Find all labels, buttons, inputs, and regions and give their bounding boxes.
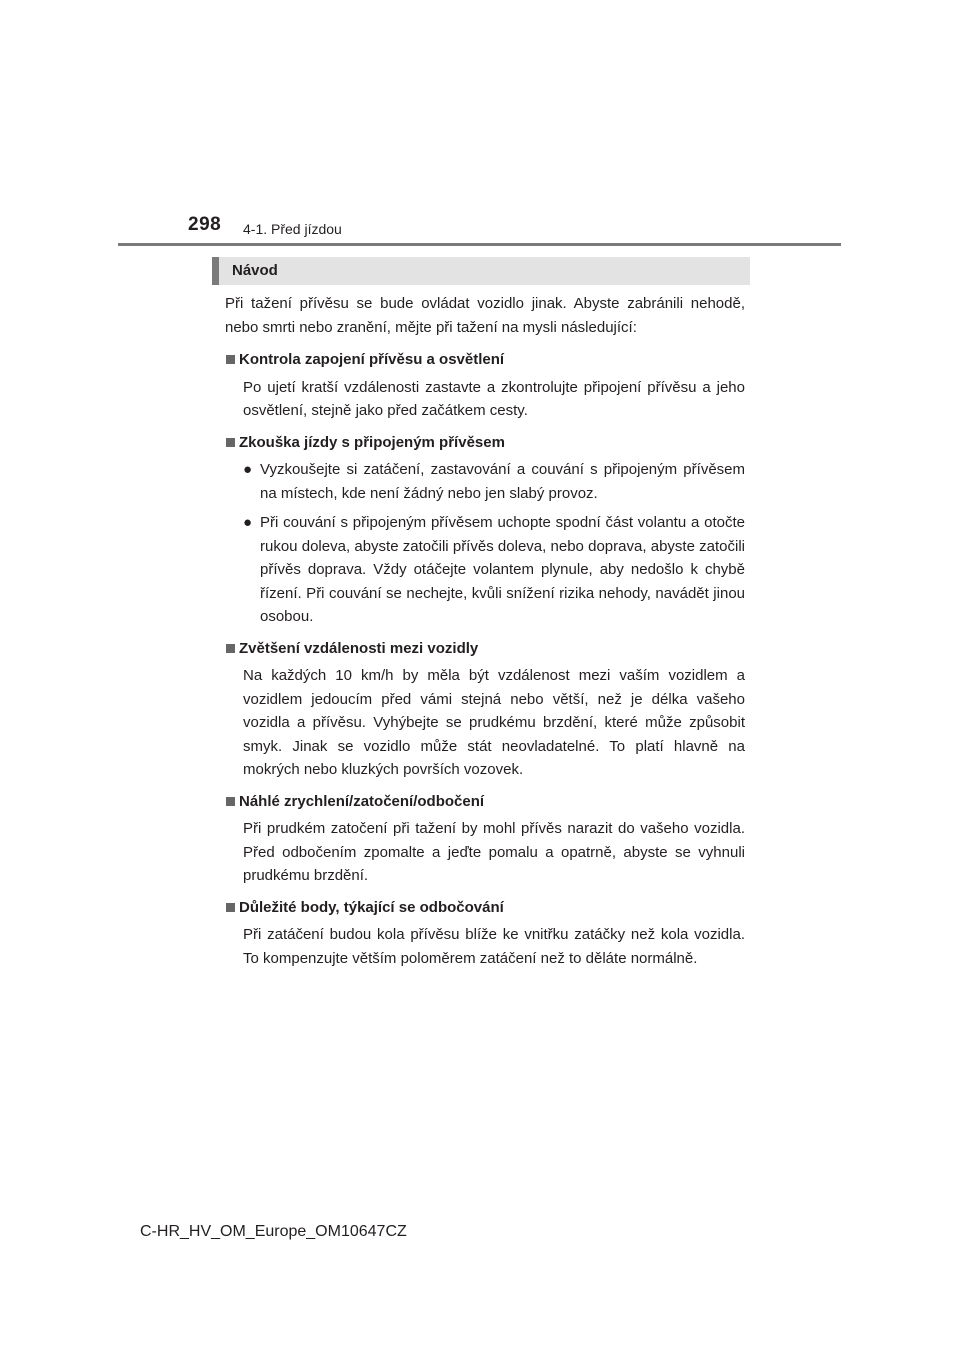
list-item: [225, 790, 745, 888]
item-heading-text: Kontrola zapojení přívěsu a osvětlení: [239, 351, 505, 368]
list-item: [225, 637, 745, 782]
list-item: [225, 431, 745, 629]
square-bullet-icon: [226, 797, 235, 806]
page-number: 298: [188, 214, 222, 235]
item-heading: [225, 896, 745, 920]
item-heading: [225, 790, 745, 814]
square-bullet-icon: [226, 903, 235, 912]
item-heading-text: Náhlé zrychlení/zatočení/odbočení: [239, 792, 485, 810]
item-text: Po ujetí kratší vzdálenosti zastavte a zkontrolujte připojení přívěsu a jeho osvětlení, stejně jako před začátkem cesty.: [243, 378, 745, 419]
section-header-box: [212, 257, 750, 285]
section-reference: 4-1. Před jízdou: [243, 221, 342, 237]
section-title: Návod: [232, 262, 278, 279]
document-id: C-HR_HV_OM_Europe_OM10647CZ: [140, 1223, 407, 1240]
square-bullet-icon: [226, 355, 235, 364]
item-text: Při prudkém zatočení při tažení by mohl přívěs narazit do vašeho vozidla. Před odbočením zpomalte a jeďte pomalu a opatrně, abyste se vyhnuli prudkému brzdění.: [243, 820, 745, 884]
bullet-text: Vyzkoušejte si zatáčení, zastavování a couvání s připojeným přívěsem na místech, kde není žádný nebo jen slabý provoz.: [260, 461, 745, 502]
item-heading-text: Zvětšení vzdálenosti mezi vozidly: [239, 639, 479, 657]
item-text: Při zatáčení budou kola přívěsu blíže ke vnitřku zatáčky než kola vozidla. To kompenzujte větším poloměrem zatáčení než to děláte normálně.: [243, 926, 745, 967]
circle-bullet-icon: ●: [243, 461, 253, 478]
circle-bullet-icon: ●: [243, 514, 253, 531]
bullet-item: [225, 511, 745, 629]
item-heading: [225, 348, 745, 372]
item-heading-text: Důležité body, týkající se odbočování: [239, 898, 504, 916]
page-content: [225, 292, 745, 978]
list-item: [225, 348, 745, 423]
square-bullet-icon: [226, 644, 235, 653]
item-heading-text: Zkouška jízdy s připojeným přívěsem: [239, 433, 505, 451]
intro-paragraph: Při tažení přívěsu se bude ovládat vozidlo jinak. Abyste zabránili nehodě, nebo smrti nebo zranění, mějte při tažení na mysli následující:: [225, 295, 745, 336]
bullet-item: [225, 458, 745, 505]
header-divider: [118, 243, 841, 246]
item-heading: [225, 431, 745, 455]
list-item: [225, 896, 745, 971]
square-bullet-icon: [226, 438, 235, 447]
bullet-text: Při couvání s připojeným přívěsem uchopte spodní část volantu a otočte rukou doleva, abyste zatočili přívěs doleva, nebo doprava, abyste zatočili přívěs doprava. Vždy otáčejte volantem plynule, aby nedošlo k chybě řízení. Při couvání se nechejte, kvůli snížení rizika nehody, navádět jinou osobou.: [260, 514, 745, 625]
item-heading: [225, 637, 745, 661]
item-text: Na každých 10 km/h by měla být vzdálenost mezi vaším vozidlem a vozidlem jedoucím před vámi stejná nebo větší, než je délka vašeho vozidla a přívěsu. Vyhýbejte se prudkému brzdění, které může způsobit smyk. Jinak se vozidlo může stát neovladatelné. To platí hlavně na mokrých nebo kluzkých površích vozovek.: [243, 667, 745, 778]
